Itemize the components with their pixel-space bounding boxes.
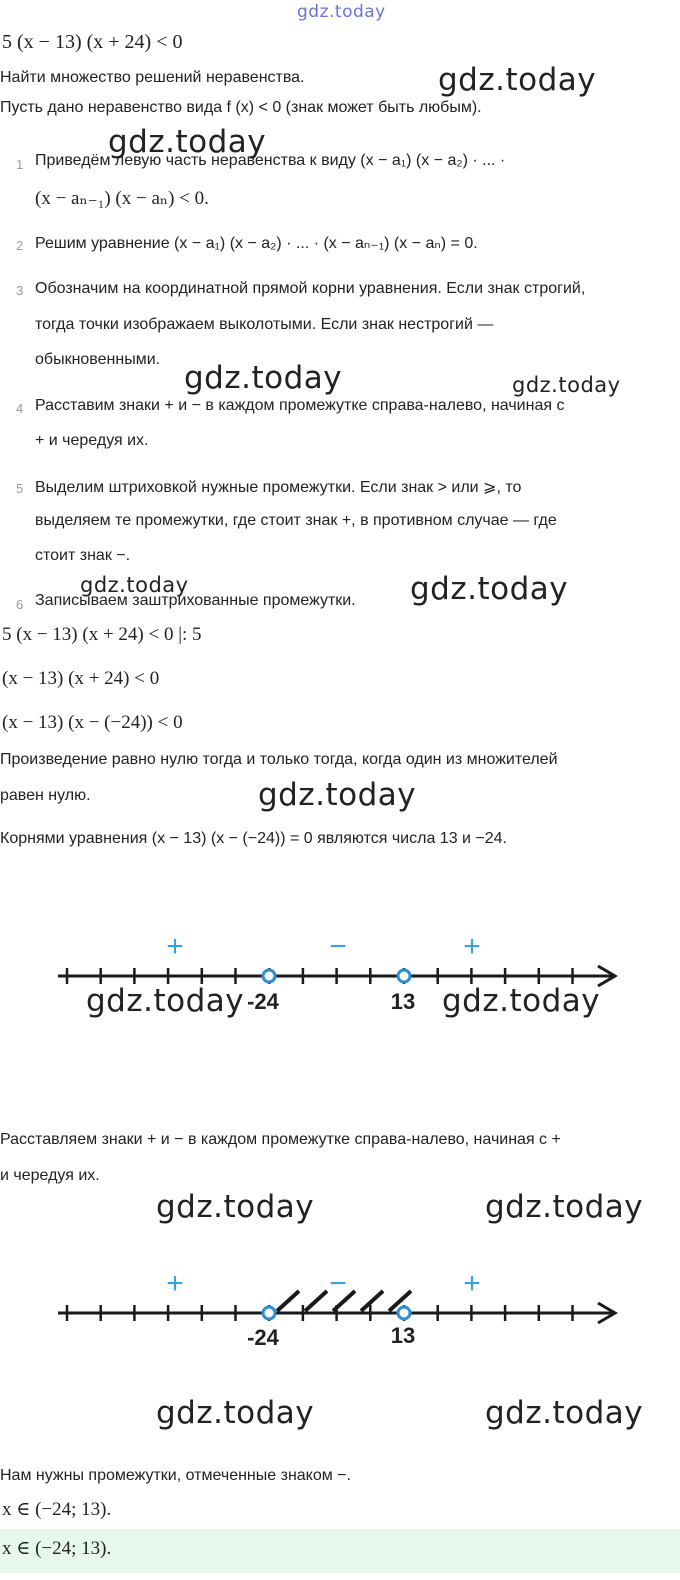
open-point [263, 970, 275, 982]
watermark: gdz.today [86, 983, 245, 1019]
step-line: выделяем те промежутки, где стоит знак +, в противном случае — где [35, 512, 557, 529]
root-label-13: 13 [390, 989, 416, 1014]
watermark: gdz.today [156, 1189, 315, 1225]
watermark: gdz.today [410, 571, 569, 607]
axis-group [58, 1303, 615, 1323]
method-intro: Пусть дано неравенство вида f (x) < 0 (знак может быть любым). [0, 99, 482, 116]
task-inequality: 5 (x − 13) (x + 24) < 0 [2, 31, 183, 53]
result-line: x ∈ (−24; 13). [2, 1499, 112, 1520]
watermark: gdz.today [156, 1395, 315, 1431]
step-line: + и чередуя их. [35, 432, 149, 449]
step-line: обыкновенными. [35, 351, 161, 368]
watermark: gdz.today [80, 573, 189, 597]
sign-plus-right: + [463, 930, 481, 963]
watermark: gdz.today [485, 1395, 644, 1431]
step-number: 1 [16, 157, 24, 172]
step-line: Выделим штриховкой нужные промежутки. Если знак > или ⩾, то [35, 479, 522, 496]
watermark: gdz.today [108, 124, 267, 160]
step-number: 2 [16, 238, 24, 253]
step-number: 3 [16, 283, 24, 298]
watermark: gdz.today [512, 373, 621, 397]
watermark: gdz.today [442, 983, 601, 1019]
step-number: 6 [16, 597, 24, 612]
answer-line: x ∈ (−24; 13). [2, 1538, 112, 1559]
signs-text-line2: и чередуя их. [0, 1167, 100, 1184]
step-line: Записываем заштрихованные промежутки. [35, 592, 356, 609]
sign-plus-right: + [463, 1267, 481, 1300]
root-label-neg24: -24 [247, 989, 279, 1014]
sign-plus-left: + [166, 1267, 184, 1300]
step-number: 4 [16, 401, 24, 416]
sign-minus-middle: − [329, 1267, 347, 1300]
sign-minus-middle: − [329, 930, 347, 963]
step-line: Обозначим на координатной прямой корни уравнения. Если знак строгий, [35, 280, 586, 297]
step-line: Расставим знаки + и − в каждом промежутке справа-налево, начиная с [35, 397, 565, 414]
hatch-stroke [277, 1291, 299, 1311]
step-number: 5 [16, 481, 24, 496]
step-line: тогда точки изображаем выколотыми. Если знак нестрогий — [35, 316, 494, 333]
need-text: Нам нужны промежутки, отмеченные знаком −. [0, 1467, 351, 1484]
step-line: Решим уравнение (x − a₁) (x − a₂) · ... · (x − aₙ₋₁) (x − aₙ) = 0. [35, 235, 478, 252]
root-label-neg24: -24 [247, 1325, 279, 1350]
zero-product-line1: Произведение равно нулю тогда и только тогда, когда один из множителей [0, 751, 558, 768]
solution-eq2: (x − 13) (x + 24) < 0 [2, 668, 160, 689]
watermark-top: gdz.today [297, 2, 386, 22]
watermark: gdz.today [184, 360, 343, 396]
step-line: стоит знак −. [35, 547, 131, 564]
number-line-2 [0, 1257, 680, 1357]
hatch-stroke [305, 1291, 327, 1311]
watermark: gdz.today [258, 777, 417, 813]
task-prompt: Найти множество решений неравенства. [0, 69, 305, 86]
solution-eq1: 5 (x − 13) (x + 24) < 0 |: 5 [2, 624, 202, 645]
watermark: gdz.today [438, 62, 597, 98]
zero-product-line2: равен нулю. [0, 787, 91, 804]
hatch-stroke [361, 1291, 383, 1311]
sign-plus-left: + [166, 930, 184, 963]
watermark: gdz.today [485, 1189, 644, 1225]
open-point [398, 1307, 410, 1319]
step-line: Приведём левую часть неравенства к виду (x − a₁) (x − a₂) · ... · [35, 152, 506, 169]
signs-text-line1: Расставляем знаки + и − в каждом промежутке справа-налево, начиная с + [0, 1131, 561, 1148]
open-point [398, 970, 410, 982]
root-label-13: 13 [390, 1323, 416, 1348]
open-point [263, 1307, 275, 1319]
solution-eq3: (x − 13) (x − (−24)) < 0 [2, 712, 183, 733]
roots-text: Корнями уравнения (x − 13) (x − (−24)) = 0 являются числа 13 и −24. [0, 830, 507, 847]
step-line: (x − aₙ₋₁) (x − aₙ) < 0. [35, 188, 209, 209]
